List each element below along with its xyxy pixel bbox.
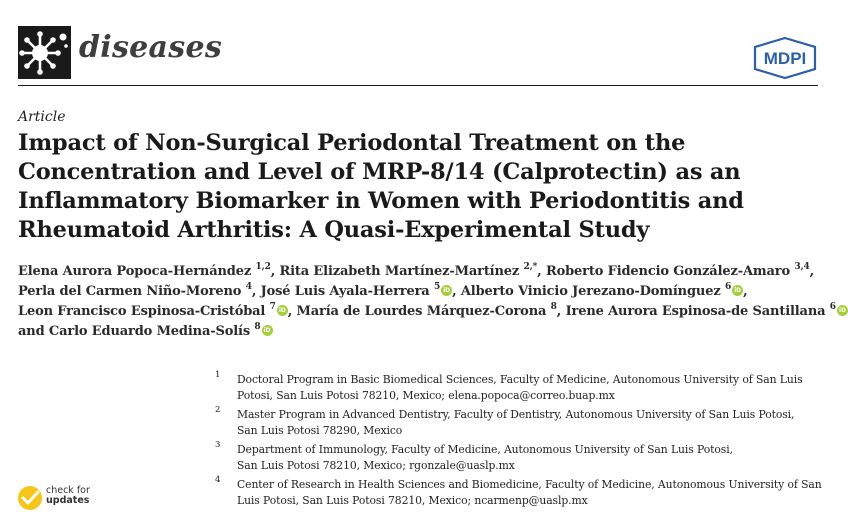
- author-name[interactable]: Elena Aurora Popoca-Hernández: [18, 264, 252, 279]
- check-for-updates-badge[interactable]: [17, 484, 107, 506]
- author-affiliation-marker: 3,4: [794, 261, 810, 272]
- author-affiliation-marker: 8: [254, 321, 261, 332]
- affiliation-number: 2: [215, 405, 221, 415]
- virus-icon: [18, 26, 71, 79]
- article-type: Article: [18, 109, 66, 125]
- author-name[interactable]: Leon Francisco Espinosa-Cristóbal: [18, 304, 266, 319]
- author-affiliation-marker: 8: [550, 301, 557, 312]
- orcid-icon[interactable]: [837, 305, 848, 316]
- author-affiliation-marker: 1,2: [255, 261, 271, 272]
- author-name[interactable]: Irene Aurora Espinosa-de Santillana: [565, 304, 826, 319]
- author-affiliation-marker: 2,*: [523, 261, 538, 272]
- affiliation-item: [215, 442, 820, 474]
- author-name[interactable]: María de Lourdes Márquez-Corona: [296, 304, 547, 319]
- affiliation-text: Department of Immunology, Faculty of Medicine, Autonomous University of San Luis Potosi,: [237, 443, 733, 456]
- affiliation-number: 4: [215, 475, 221, 485]
- journal-logo[interactable]: [18, 26, 71, 79]
- orcid-icon[interactable]: [732, 285, 743, 296]
- author-name[interactable]: José Luis Ayala-Herrera: [260, 284, 430, 299]
- article-title: [18, 129, 818, 245]
- affiliation-list: [215, 372, 820, 512]
- author-name[interactable]: Rita Elizabeth Martínez-Martínez: [279, 264, 520, 279]
- title-line: Concentration and Level of MRP-8/14 (Calprotectin) as an: [18, 159, 741, 185]
- author-affiliation-marker: 4: [245, 281, 252, 292]
- affiliation-item: [215, 372, 820, 404]
- author-line: and Carlo Eduardo Medina-Solís $^8$iD: [18, 322, 828, 342]
- mdpi-logo-text: MDPI: [763, 49, 807, 68]
- author-name[interactable]: Carlo Eduardo Medina-Solís: [48, 324, 250, 339]
- affiliation-item: [215, 477, 820, 509]
- author-affiliation-marker: 6: [829, 301, 836, 312]
- author-name[interactable]: Perla del Carmen Niño-Moreno: [18, 284, 242, 299]
- header-divider: [18, 85, 818, 86]
- badge-line-2: updates: [46, 495, 90, 506]
- affiliation-text: Luis Potosi, San Luis Potosi 78210, Mexico; ncarmenp@uaslp.mx: [237, 494, 588, 507]
- title-line: Rheumatoid Arthritis: A Quasi-Experimental Study: [18, 217, 650, 243]
- affiliation-text: Center of Research in Health Sciences and Biomedicine, Faculty of Medicine, Autonomous University of San: [237, 478, 822, 491]
- affiliation-number: 1: [215, 370, 221, 380]
- check-updates-icon: [17, 484, 43, 506]
- orcid-icon[interactable]: [441, 285, 452, 296]
- badge-line-1: check for: [46, 485, 90, 496]
- orcid-icon[interactable]: [277, 305, 288, 316]
- author-name[interactable]: Roberto Fidencio González-Amaro: [545, 264, 791, 279]
- affiliation-text: Doctoral Program in Basic Biomedical Sciences, Faculty of Medicine, Autonomous University of San Luis: [237, 373, 803, 386]
- author-affiliation-marker: 6: [724, 281, 732, 292]
- orcid-icon[interactable]: [262, 325, 273, 336]
- author-list: [18, 261, 836, 342]
- author-line: Elena Aurora Popoca-Hernández $^{1,2}$, Rita Elizabeth Martínez-Martínez $^{2,*}$, Roberto Fidencio González-Amaro $^{3,4}$,: [18, 261, 815, 279]
- author-affiliation-marker: 7: [269, 301, 276, 312]
- author-line: Leon Francisco Espinosa-Cristóbal $^7$iD , María de Lourdes Márquez-Corona $^8$, Irene Aurora Espinosa-de Santillana $^6$iD: [18, 302, 828, 322]
- affiliation-number: 3: [215, 440, 221, 450]
- journal-name[interactable]: diseases: [79, 30, 223, 65]
- author-affiliation-marker: 5: [433, 281, 441, 292]
- mdpi-logo[interactable]: [752, 36, 818, 80]
- affiliation-text: Master Program in Advanced Dentistry, Faculty of Dentistry, Autonomous University of San Luis Potosi,: [237, 408, 795, 421]
- affiliation-item: [215, 407, 820, 439]
- author-name[interactable]: Alberto Vinicio Jerezano-Domínguez: [460, 284, 721, 299]
- title-line: Inflammatory Biomarker in Women with Periodontitis and: [18, 188, 744, 214]
- title-line: Impact of Non-Surgical Periodontal Treatment on the: [18, 130, 686, 156]
- affiliation-text: San Luis Potosi 78290, Mexico: [237, 424, 403, 437]
- affiliation-text: Potosi, San Luis Potosi 78210, Mexico; elena.popoca@correo.buap.mx: [237, 389, 615, 402]
- affiliation-text: San Luis Potosi 78210, Mexico; rgonzale@uaslp.mx: [237, 459, 515, 472]
- author-line: Perla del Carmen Niño-Moreno $^4$, José Luis Ayala-Herrera $^5$iD , Alberto Vinicio Jerezano-Domínguez $^6$iD ,: [18, 282, 828, 302]
